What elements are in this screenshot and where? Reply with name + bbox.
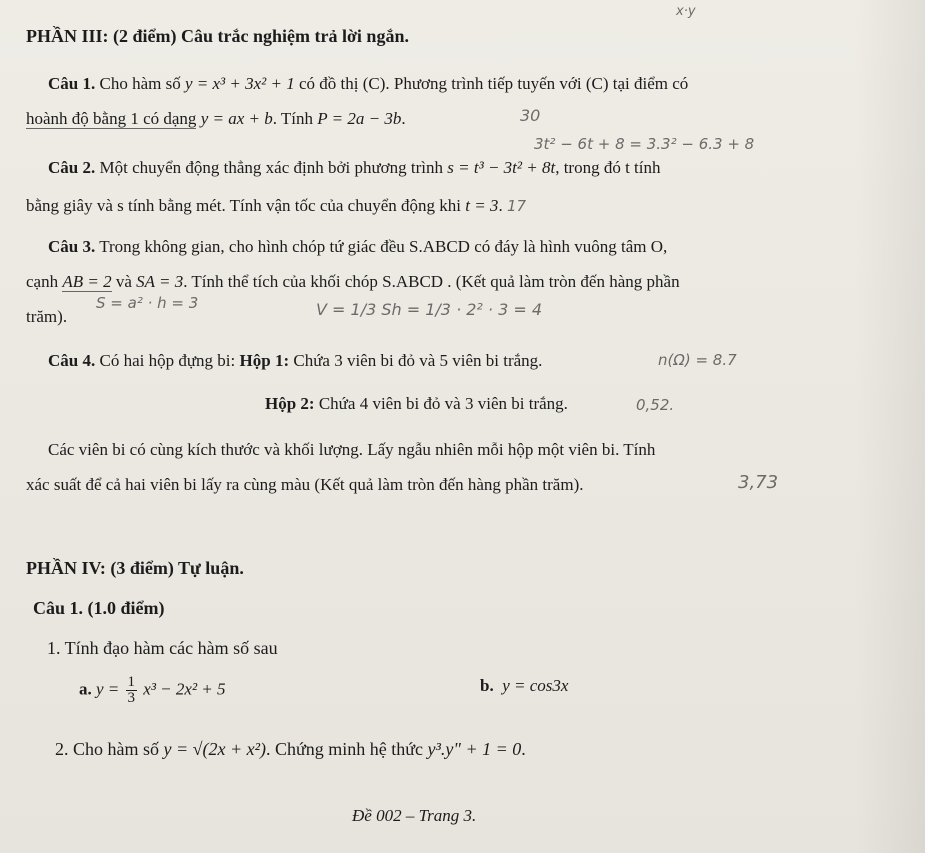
q4-handwritten-answer: 3,73	[738, 472, 779, 493]
part3-heading: PHẦN III: (2 điểm) Câu trắc nghiệm trả lời ngắn.	[26, 26, 409, 46]
q4-box2-text: Chứa 4 viên bi đỏ và 3 viên bi trắng.	[318, 394, 568, 413]
q2-line2	[26, 195, 526, 217]
q4-line2	[265, 393, 568, 415]
item2-text-b: . Chứng minh hệ thức	[266, 739, 424, 759]
q1-text-d: . Tính	[272, 109, 314, 128]
q2-text-b: , trong đó t tính	[555, 158, 661, 177]
item1b-formula: y = cos3x	[502, 676, 569, 695]
q1-text-a: Cho hàm số	[99, 74, 181, 93]
q3-handwritten-work-left: S = a² · h = 3	[96, 294, 199, 312]
q1-text-e: .	[401, 109, 406, 128]
q4-box1-text: Chứa 3 viên bi đỏ và 5 viên bi trắng.	[293, 351, 543, 370]
item1a-label: a.	[79, 679, 92, 699]
q1-line1	[48, 73, 688, 95]
q1-formula2: y = ax + b	[200, 109, 273, 128]
q2-handwritten-work: 3t² − 6t + 8 = 3.3² − 6.3 + 8	[534, 135, 755, 153]
q2-line1	[48, 157, 661, 179]
q2-label: Câu 2.	[48, 158, 96, 177]
q3-line3	[26, 306, 67, 328]
q1-formula: y = x³ + 3x² + 1	[184, 74, 295, 93]
item1a-fraction	[126, 675, 138, 706]
q3-formula2: SA = 3	[136, 272, 184, 291]
q4-text-a: Có hai hộp đựng bi:	[99, 351, 236, 370]
q3-line2	[26, 271, 680, 293]
part4-heading: PHẦN IV: (3 điểm) Tự luận.	[26, 558, 244, 578]
item2-formula: y = √(2x + x²)	[163, 739, 267, 759]
q3-text-a: Trong không gian, cho hình chóp tứ giác đều S.ABCD có đáy là hình vuông tâm O,	[99, 237, 668, 256]
item1a-lhs: y =	[96, 679, 120, 699]
q1-formula3: P = 2a − 3b	[317, 109, 402, 128]
q3-line1	[48, 236, 667, 258]
q1-label: Câu 1.	[48, 74, 96, 93]
part4-item1a	[79, 675, 226, 706]
item2-text-a: 2. Cho hàm số	[55, 739, 160, 759]
item1b-label: b.	[480, 676, 494, 695]
q2-text-d: .	[498, 196, 503, 215]
q1-line2	[26, 108, 406, 130]
item2-formula2: y³.y" + 1 = 0	[427, 739, 522, 759]
part4-item1: 1. Tính đạo hàm các hàm số sau	[47, 638, 278, 658]
q4-box1-label: Hộp 1:	[239, 351, 290, 370]
q1-handwritten-answer: 30	[520, 106, 541, 125]
item1a-rhs: x³ − 2x² + 5	[143, 679, 226, 699]
q3-text-b: cạnh	[26, 272, 59, 291]
item1a-frac-den: 3	[127, 690, 136, 706]
item2-text-c: .	[521, 739, 526, 759]
q2-text-c: bằng giây và s tính bằng mét. Tính vận tốc của chuyển động khi	[26, 196, 461, 215]
page-footer: Đề 002 – Trang 3.	[352, 806, 477, 825]
part4-item1b	[480, 675, 568, 697]
part4-item2	[55, 738, 526, 760]
q2-text-a: Một chuyển động thẳng xác định bởi phương trình	[99, 158, 444, 177]
q4-handwritten-work: n(Ω) = 8.7	[658, 351, 737, 369]
q4-line3: Các viên bi có cùng kích thước và khối lượng. Lấy ngẫu nhiên mỗi hộp một viên bi. Tính	[48, 440, 656, 459]
q2-handwritten-answer: 17	[506, 197, 527, 215]
page-edge-shadow	[855, 0, 925, 853]
q1-text-b: có đồ thị (C). Phương trình tiếp tuyến với (C) tại điểm có	[298, 74, 689, 93]
q2-formula2: t = 3	[465, 196, 499, 215]
q1-text-c: hoành độ bằng 1 có dạng	[26, 109, 197, 128]
part4-q1-heading: Câu 1. (1.0 điểm)	[33, 598, 165, 618]
q4-handwritten-box2: 0,52.	[636, 396, 675, 414]
q4-label: Câu 4.	[48, 351, 96, 370]
q4-text-c: xác suất để cả hai viên bi lấy ra cùng màu (Kết quả làm tròn đến hàng phần trăm).	[26, 475, 584, 494]
q3-formula: AB = 2	[62, 272, 112, 291]
q2-formula: s = t³ − 3t² + 8t	[447, 158, 556, 177]
item1a-frac-num: 1	[127, 674, 136, 690]
q4-line1	[48, 350, 542, 372]
q3-label: Câu 3.	[48, 237, 96, 256]
q3-text-c: và	[115, 272, 132, 291]
q4-box2-label: Hộp 2:	[265, 394, 315, 413]
q3-text-d: . Tính thể tích của khối chóp S.ABCD . (Kết quả làm tròn đến hàng phần	[183, 272, 680, 291]
q3-handwritten-work-right: V = 1/3 Sh = 1/3 · 2² · 3 = 4	[316, 300, 543, 319]
q3-text-e: trăm).	[26, 307, 68, 326]
handwritten-top-note: x·y	[676, 4, 696, 19]
q4-line4	[26, 474, 584, 496]
